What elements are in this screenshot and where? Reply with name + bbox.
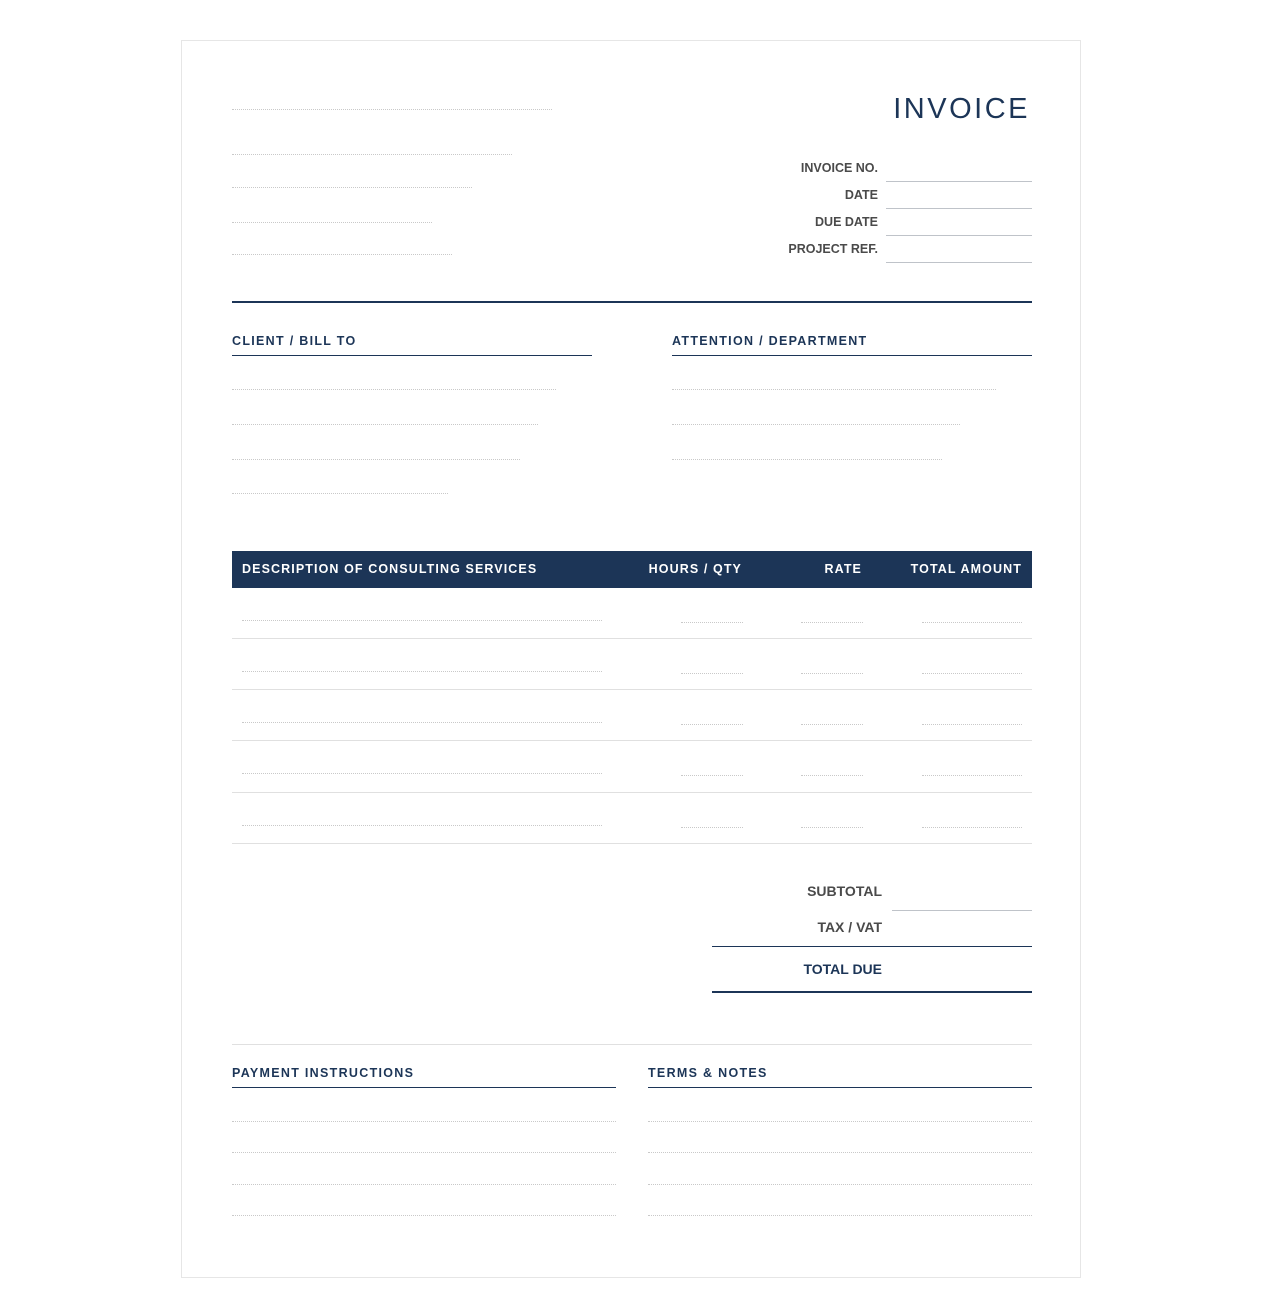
client-line-1[interactable] bbox=[232, 389, 556, 390]
due-date-label: DUE DATE bbox=[815, 215, 878, 229]
project-ref-field[interactable] bbox=[886, 262, 1032, 263]
qty-cell[interactable] bbox=[681, 622, 743, 623]
rate-cell[interactable] bbox=[801, 622, 863, 623]
attention-line-2[interactable] bbox=[672, 424, 960, 425]
amount-cell[interactable] bbox=[922, 724, 1022, 725]
qty-cell[interactable] bbox=[681, 827, 743, 828]
total-amount-column-header: TOTAL AMOUNT bbox=[910, 562, 1022, 576]
date-field[interactable] bbox=[886, 208, 1032, 209]
client-line-3[interactable] bbox=[232, 459, 520, 460]
row-divider bbox=[232, 689, 1032, 690]
description-cell[interactable] bbox=[242, 825, 602, 826]
terms-heading: TERMS & NOTES bbox=[648, 1066, 768, 1080]
terms-line-3[interactable] bbox=[648, 1184, 1032, 1185]
attention-underline bbox=[672, 355, 1032, 356]
row-divider bbox=[232, 638, 1032, 639]
terms-line-4[interactable] bbox=[648, 1215, 1032, 1216]
rate-cell[interactable] bbox=[801, 673, 863, 674]
total-due-label: TOTAL DUE bbox=[803, 961, 882, 977]
payment-line-1[interactable] bbox=[232, 1121, 616, 1122]
tax-underline bbox=[712, 946, 1032, 947]
description-cell[interactable] bbox=[242, 671, 602, 672]
description-column-header: DESCRIPTION OF CONSULTING SERVICES bbox=[242, 562, 538, 576]
description-cell[interactable] bbox=[242, 620, 602, 621]
qty-cell[interactable] bbox=[681, 673, 743, 674]
company-address-field[interactable] bbox=[232, 154, 512, 155]
hours-column-header: HOURS / QTY bbox=[648, 562, 742, 576]
company-city-field[interactable] bbox=[232, 187, 472, 188]
tax-label: TAX / VAT bbox=[817, 919, 882, 935]
amount-cell[interactable] bbox=[922, 827, 1022, 828]
subtotal-field[interactable] bbox=[892, 910, 1032, 911]
total-due-underline bbox=[712, 991, 1032, 993]
description-cell[interactable] bbox=[242, 773, 602, 774]
description-cell[interactable] bbox=[242, 722, 602, 723]
amount-cell[interactable] bbox=[922, 775, 1022, 776]
row-divider bbox=[232, 792, 1032, 793]
client-line-4[interactable] bbox=[232, 493, 448, 494]
footer-divider bbox=[232, 1044, 1032, 1045]
invoice-number-label: INVOICE NO. bbox=[800, 161, 878, 175]
client-underline bbox=[232, 355, 592, 356]
rate-cell[interactable] bbox=[801, 724, 863, 725]
payment-line-3[interactable] bbox=[232, 1184, 616, 1185]
due-date-field[interactable] bbox=[886, 235, 1032, 236]
terms-line-1[interactable] bbox=[648, 1121, 1032, 1122]
client-line-2[interactable] bbox=[232, 424, 538, 425]
invoice-page bbox=[181, 40, 1081, 1278]
attention-line-1[interactable] bbox=[672, 389, 996, 390]
payment-underline bbox=[232, 1087, 616, 1088]
header-divider bbox=[232, 301, 1032, 303]
payment-heading: PAYMENT INSTRUCTIONS bbox=[232, 1066, 415, 1080]
client-heading: CLIENT / BILL TO bbox=[232, 334, 357, 348]
amount-cell[interactable] bbox=[922, 673, 1022, 674]
row-divider bbox=[232, 843, 1032, 844]
company-email-field[interactable] bbox=[232, 254, 452, 255]
rate-column-header: RATE bbox=[824, 562, 862, 576]
payment-line-4[interactable] bbox=[232, 1215, 616, 1216]
attention-heading: ATTENTION / DEPARTMENT bbox=[672, 334, 868, 348]
rate-cell[interactable] bbox=[801, 827, 863, 828]
invoice-number-field[interactable] bbox=[886, 181, 1032, 182]
terms-underline bbox=[648, 1087, 1032, 1088]
invoice-title: INVOICE bbox=[893, 93, 1030, 125]
qty-cell[interactable] bbox=[681, 775, 743, 776]
company-phone-field[interactable] bbox=[232, 222, 432, 223]
rate-cell[interactable] bbox=[801, 775, 863, 776]
attention-line-3[interactable] bbox=[672, 459, 942, 460]
payment-line-2[interactable] bbox=[232, 1152, 616, 1153]
services-table-header bbox=[232, 551, 1032, 588]
company-name-field[interactable] bbox=[232, 109, 552, 110]
amount-cell[interactable] bbox=[922, 622, 1022, 623]
subtotal-label: SUBTOTAL bbox=[807, 883, 882, 899]
project-ref-label: PROJECT REF. bbox=[788, 242, 878, 256]
qty-cell[interactable] bbox=[681, 724, 743, 725]
row-divider bbox=[232, 740, 1032, 741]
terms-line-2[interactable] bbox=[648, 1152, 1032, 1153]
date-label: DATE bbox=[844, 188, 878, 202]
